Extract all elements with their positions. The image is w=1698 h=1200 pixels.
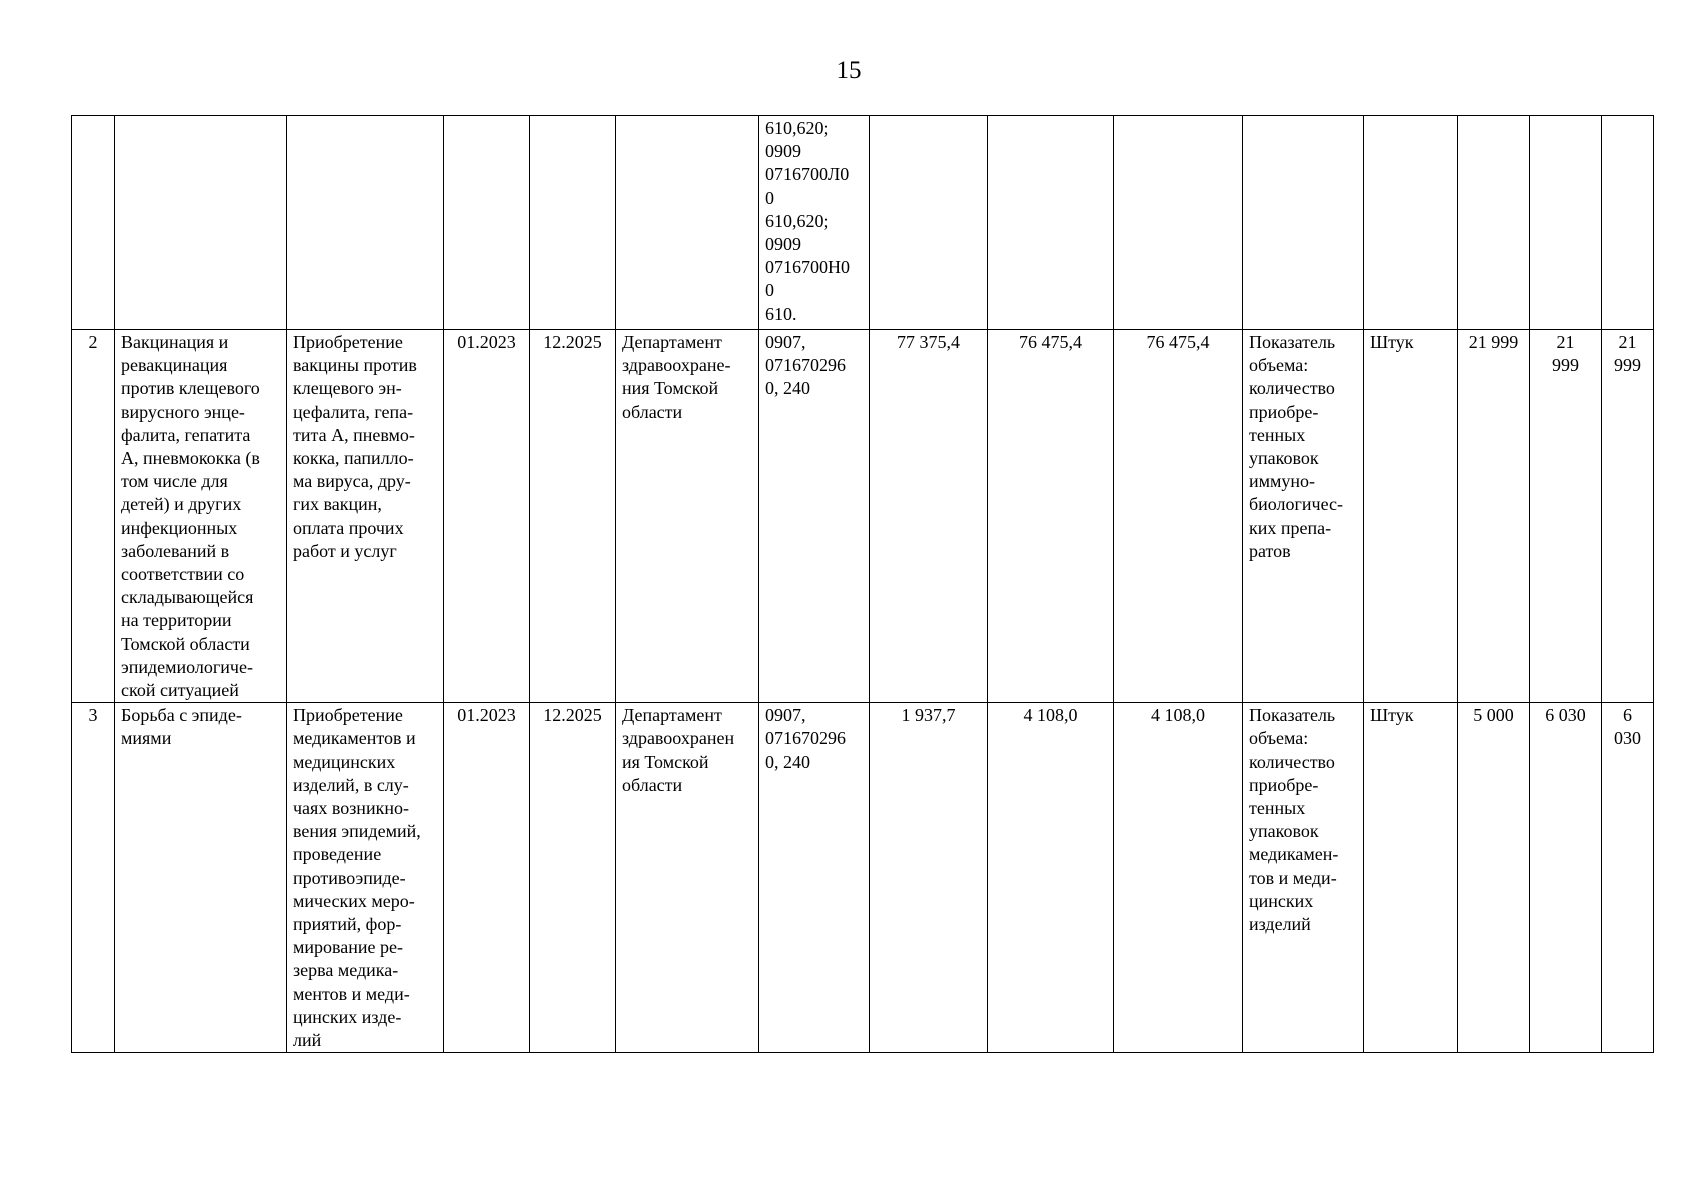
value-year3-cell: 6 030	[1602, 703, 1654, 1053]
value-year3-cell	[1602, 116, 1654, 330]
budget-code-cell: 610,620; 0909 0716700Л0 0 610,620; 0909 0716700Н0 0 610.	[759, 116, 870, 330]
value-year1-cell: 21 999	[1458, 330, 1530, 703]
measure-content-cell	[287, 116, 444, 330]
value-year2-cell	[1530, 116, 1602, 330]
start-date-cell: 01.2023	[444, 330, 530, 703]
value-year1-cell	[1458, 116, 1530, 330]
end-date-cell: 12.2025	[530, 330, 616, 703]
funding-year2-cell: 76 475,4	[988, 330, 1114, 703]
table-row	[72, 116, 1654, 330]
value-year1-cell: 5 000	[1458, 703, 1530, 1053]
unit-cell: Штук	[1364, 330, 1458, 703]
row-number-cell: 3	[72, 703, 115, 1053]
table-row	[72, 703, 1654, 1053]
end-date-cell	[530, 116, 616, 330]
unit-cell	[1364, 116, 1458, 330]
indicator-cell: Показатель объема: количество приобре- тенных упаковок медикамен- тов и меди- цинских изделий	[1243, 703, 1364, 1053]
page-number: 15	[836, 57, 862, 84]
funding-year1-cell: 1 937,7	[870, 703, 988, 1053]
indicator-cell	[1243, 116, 1364, 330]
end-date-cell: 12.2025	[530, 703, 616, 1053]
table-row	[72, 330, 1654, 703]
value-year2-cell: 6 030	[1530, 703, 1602, 1053]
measure-content-cell: Приобретение медикаментов и медицинских изделий, в слу- чаях возникно- вения эпидемий, проведение противоэпиде- мических меро- приятий, фор- мирование ре- зерва медика- ментов и меди- цинских изде- лий	[287, 703, 444, 1053]
funding-year3-cell: 76 475,4	[1114, 330, 1243, 703]
start-date-cell: 01.2023	[444, 703, 530, 1053]
funding-year3-cell: 4 108,0	[1114, 703, 1243, 1053]
row-number-cell	[72, 116, 115, 330]
budget-code-cell: 0907, 071670296 0, 240	[759, 703, 870, 1053]
measure-content-cell: Приобретение вакцины против клещевого эн- цефалита, гепа- тита А, пневмо- кокка, папилло- ма вируса, дру- гих вакцин, оплата прочих работ и услуг	[287, 330, 444, 703]
funding-year2-cell	[988, 116, 1114, 330]
budget-code-cell: 0907, 071670296 0, 240	[759, 330, 870, 703]
executor-cell: Департамент здравоохране- ния Томской области	[616, 330, 759, 703]
value-year3-cell: 21 999	[1602, 330, 1654, 703]
executor-cell: Департамент здравоохранен ия Томской области	[616, 703, 759, 1053]
unit-cell: Штук	[1364, 703, 1458, 1053]
funding-year1-cell	[870, 116, 988, 330]
measure-name-cell	[115, 116, 287, 330]
row-number-cell: 2	[72, 330, 115, 703]
funding-year1-cell: 77 375,4	[870, 330, 988, 703]
program-measures-table	[71, 115, 1654, 1053]
indicator-cell: Показатель объема: количество приобре- тенных упаковок иммуно- биологичес- ких препа- ратов	[1243, 330, 1364, 703]
value-year2-cell: 21 999	[1530, 330, 1602, 703]
measure-name-cell: Вакцинация и ревакцинация против клещевого вирусного энце- фалита, гепатита А, пневмококка (в том числе для детей) и других инфекционных заболеваний в соответствии со складывающейся на территории Томской области эпидемиологиче- ской ситуацией	[115, 330, 287, 703]
start-date-cell	[444, 116, 530, 330]
funding-year3-cell	[1114, 116, 1243, 330]
executor-cell	[616, 116, 759, 330]
measure-name-cell: Борьба с эпиде- миями	[115, 703, 287, 1053]
funding-year2-cell: 4 108,0	[988, 703, 1114, 1053]
